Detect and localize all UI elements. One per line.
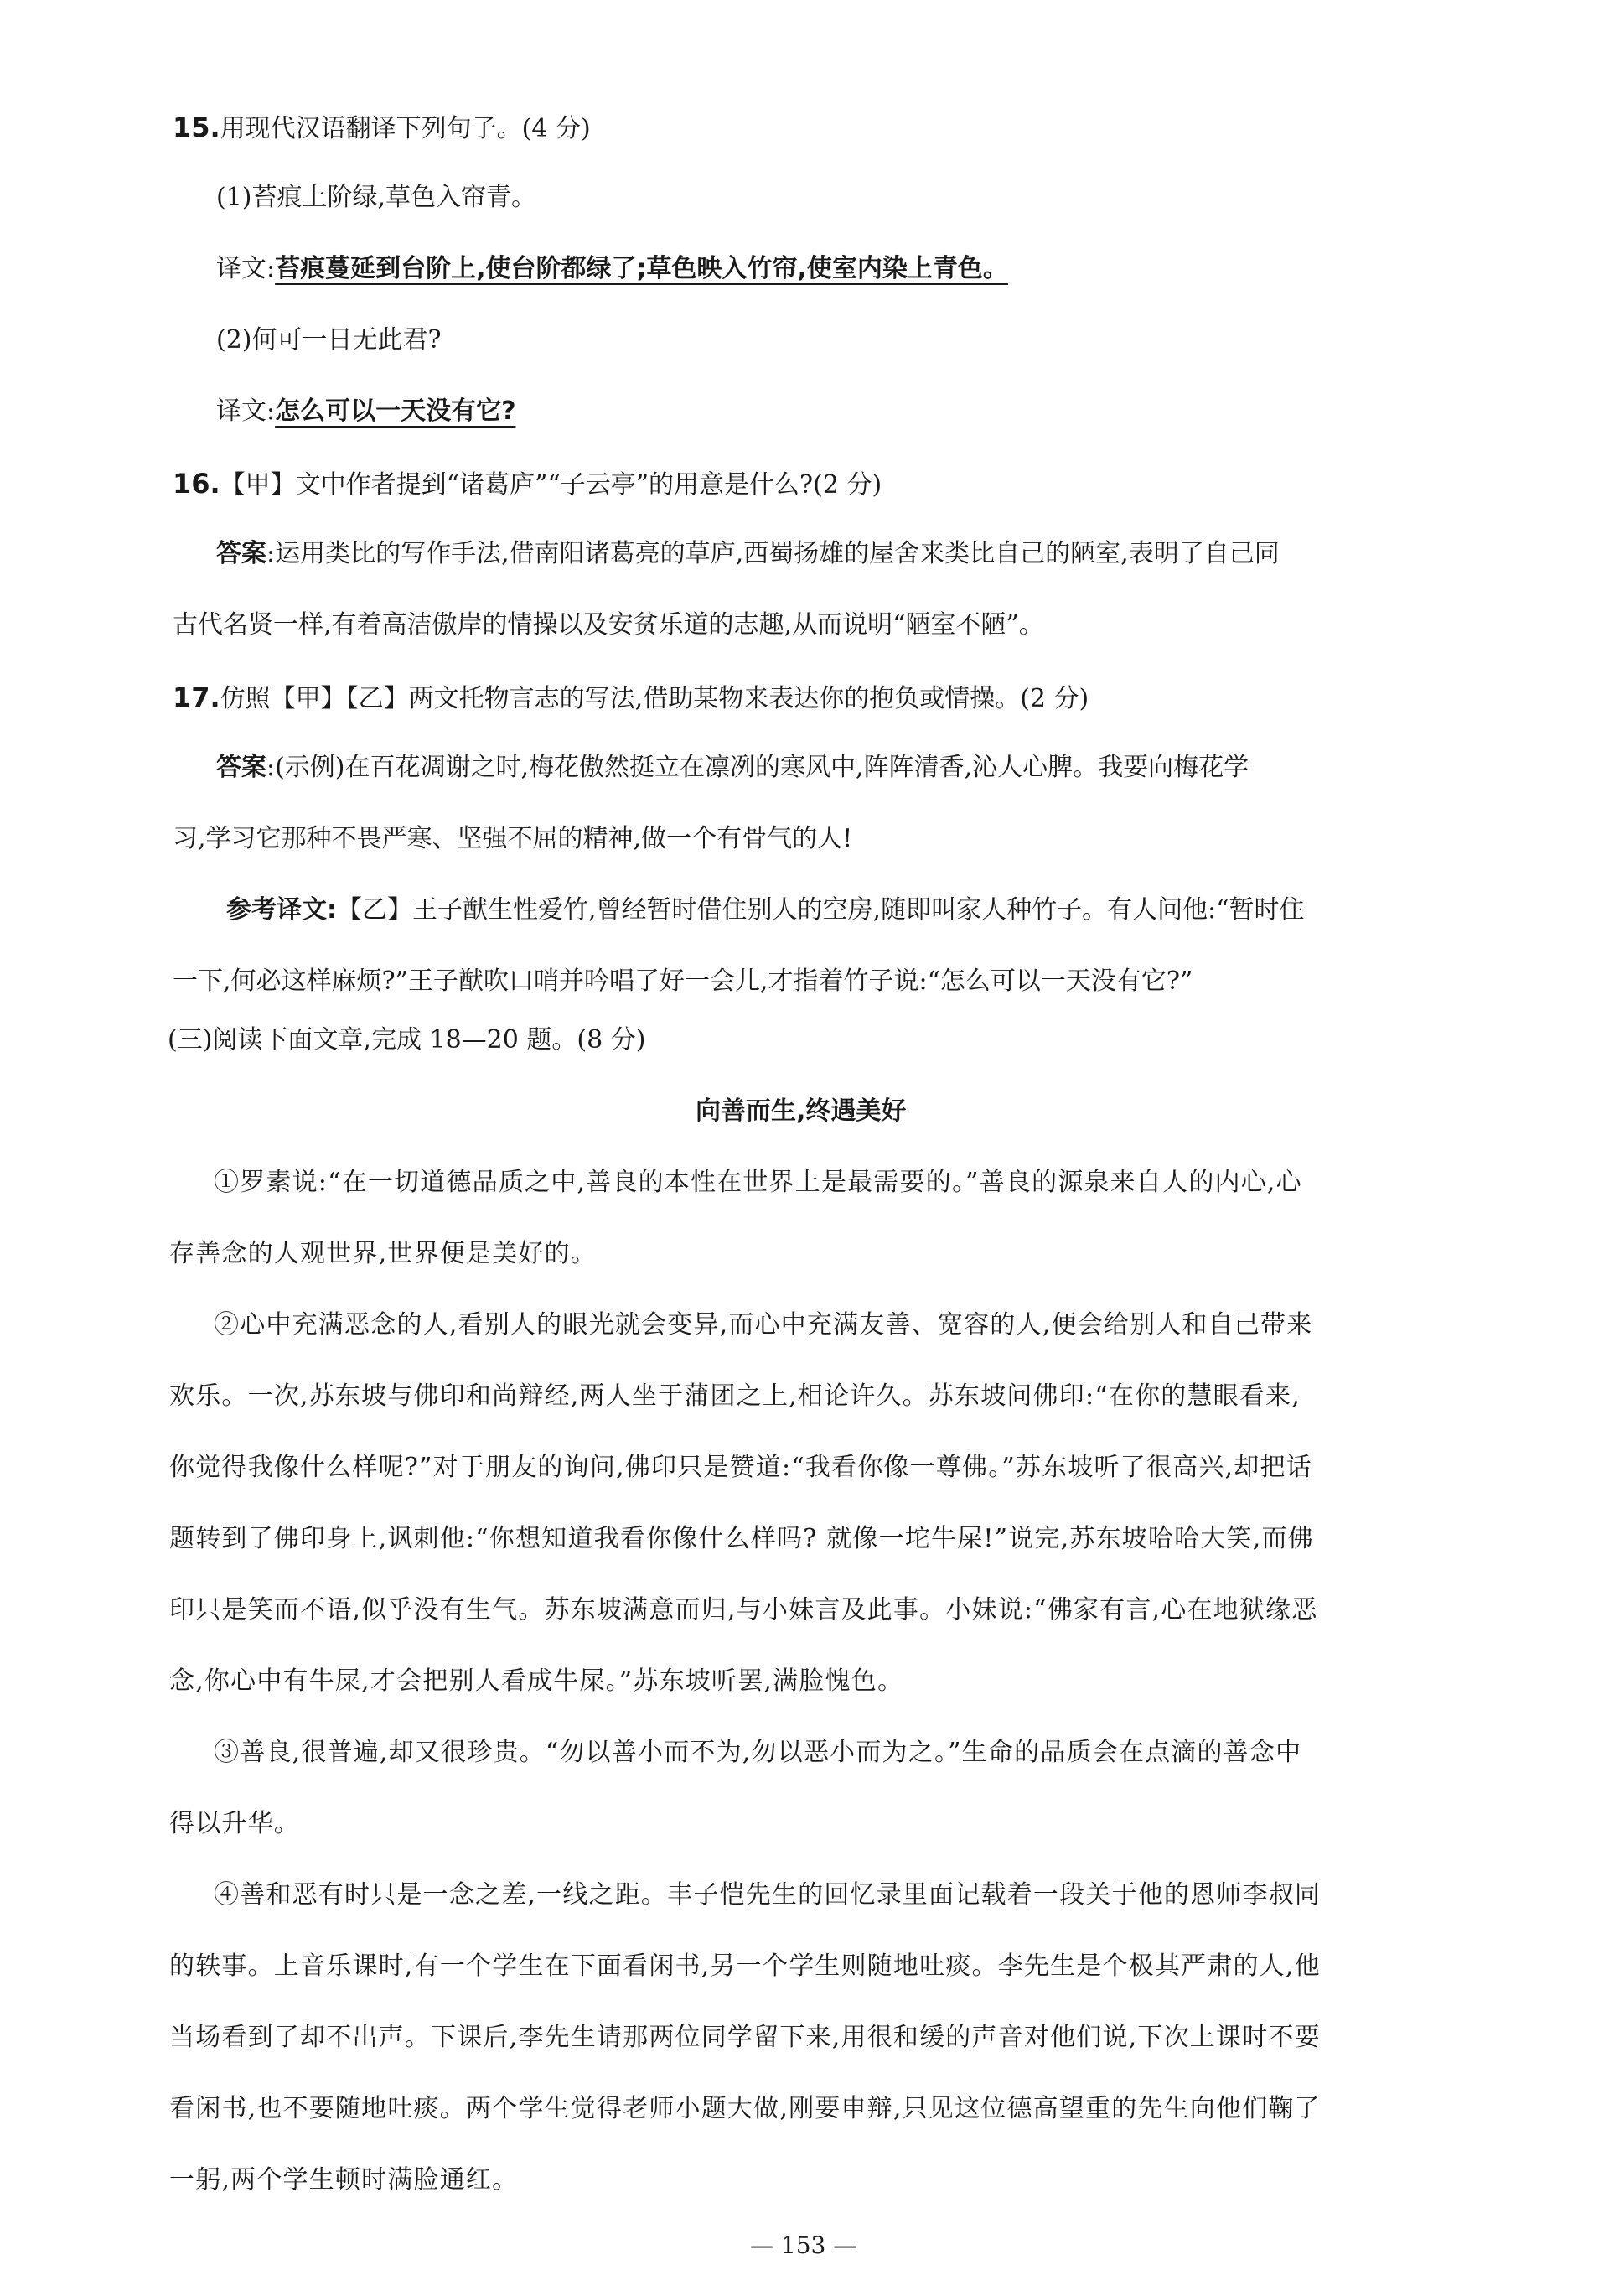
page-number: — 153 — [750, 2231, 857, 2259]
q16-answer-line-2: 古代名贤一样,有着高洁傲岸的情操以及安贫乐道的志趣,从而说明“陋室不陋”。 [173, 610, 1044, 640]
q16-answer-line-1 [216, 539, 1280, 568]
article-line: 存善念的人观世界,世界便是美好的。 [169, 1239, 597, 1268]
question-number: 16. [173, 468, 220, 500]
q15-sentence-2: (2)何可一日无此君? [216, 325, 442, 355]
question-text: 【甲】文中作者提到“诸葛庐”“子云亭”的用意是什么?(2 分) [220, 470, 882, 500]
article-line: 得以升华。 [169, 1809, 300, 1838]
article-line: 一躬,两个学生顿时满脸通红。 [169, 2165, 519, 2195]
article-line: 当场看到了却不出声。下课后,李先生请那两位同学留下来,用很和缓的声音对他们说,下次上课时不要 [169, 2023, 1321, 2052]
article-line: ④善和恶有时只是一念之差,一线之距。丰子恺先生的回忆录里面记载着一段关于他的恩师李叔同 [214, 1880, 1322, 1910]
answer-text: :(示例)在百花凋谢之时,梅花傲然挺立在凛冽的寒风中,阵阵清香,沁人心脾。我要向梅花学 [266, 753, 1249, 782]
q15-translation-1 [216, 254, 1008, 283]
article-line: ③善良,很普遍,却又很珍贵。“勿以善小而不为,勿以恶小而为之。”生命的品质会在点滴的善念中 [214, 1738, 1302, 1767]
article-title: 向善而生,终遇美好 [696, 1096, 907, 1126]
reference-translation-line-1 [226, 895, 1305, 925]
q15-translation-2 [216, 396, 516, 426]
q17-answer-line-1 [216, 755, 1249, 780]
question-text: 用现代汉语翻译下列句子。(4 分) [220, 114, 591, 143]
answer-label: 答案 [216, 753, 266, 782]
translation-answer: 怎么可以一天没有它? [275, 396, 516, 426]
reference-translation-line-2: 一下,何必这样麻烦?”王子猷吹口哨并吟唱了好一会儿,才指着竹子说:“怎么可以一天没有它?” [173, 967, 1193, 996]
question-number: 15. [173, 111, 220, 143]
article-line: 念,你心中有牛屎,才会把别人看成牛屎。”苏东坡听罢,满脸愧色。 [169, 1666, 904, 1696]
article-line: ①罗素说:“在一切道德品质之中,善良的本性在世界上是最需要的。”善良的源泉来自人的内心,心 [214, 1168, 1302, 1197]
article-line: 的轶事。上音乐课时,有一个学生在下面看闲书,另一个学生则随地吐痰。李先生是个极其严肃的人,他 [169, 1951, 1321, 1981]
translation-answer: 苔痕蔓延到台阶上,使台阶都绿了;草色映入竹帘,使室内染上青色。 [275, 254, 1008, 283]
reference-label: 参考译文: [226, 895, 337, 925]
q15-sentence-1: (1)苔痕上阶绿,草色入帘青。 [216, 183, 537, 212]
section-heading: (三)阅读下面文章,完成 18—20 题。(8 分) [168, 1025, 646, 1055]
article-line: 看闲书,也不要随地吐痰。两个学生觉得老师小题大做,刚要申辩,只见这位德高望重的先生向他们鞠了 [169, 2094, 1321, 2123]
article-line: 欢乐。一次,苏东坡与佛印和尚辩经,两人坐于蒲团之上,相论许久。苏东坡问佛印:“在你的慧眼看来, [169, 1381, 1301, 1411]
reference-text: 【乙】王子猷生性爱竹,曾经暂时借住别人的空房,随即叫家人种竹子。有人问他:“暂时住 [337, 895, 1305, 925]
answer-label: 答案 [216, 539, 266, 568]
question-text: 仿照【甲】【乙】两文托物言志的写法,借助某物来表达你的抱负或情操。(2 分) [220, 684, 1089, 713]
translation-label: 译文: [216, 396, 276, 426]
article-line: 题转到了佛印身上,讽刺他:“你想知道我看你像什么样吗? 就像一坨牛屎!”说完,苏东坡哈哈大笑,而佛 [169, 1524, 1314, 1553]
question-17 [173, 684, 1089, 712]
question-15 [173, 111, 591, 143]
q17-answer-line-2: 习,学习它那种不畏严寒、坚强不屈的精神,做一个有骨气的人! [173, 824, 853, 853]
article-line: 印只是笑而不语,似乎没有生气。苏东坡满意而归,与小妹言及此事。小妹说:“佛家有言,心在地狱缘恶 [169, 1595, 1318, 1625]
question-number: 17. [173, 682, 220, 713]
answer-text: :运用类比的写作手法,借南阳诸葛亮的草庐,西蜀扬雄的屋舍来类比自己的陋室,表明了自己同 [266, 539, 1280, 568]
translation-label: 译文: [216, 254, 276, 283]
article-line: 你觉得我像什么样呢?”对于朋友的询问,佛印只是赞道:“我看你像一尊佛。”苏东坡听了很高兴,却把话 [169, 1453, 1312, 1482]
question-16 [173, 470, 882, 498]
article-line: ②心中充满恶念的人,看别人的眼光就会变异,而心中充满友善、宽容的人,便会给别人和自己带来 [214, 1310, 1313, 1340]
